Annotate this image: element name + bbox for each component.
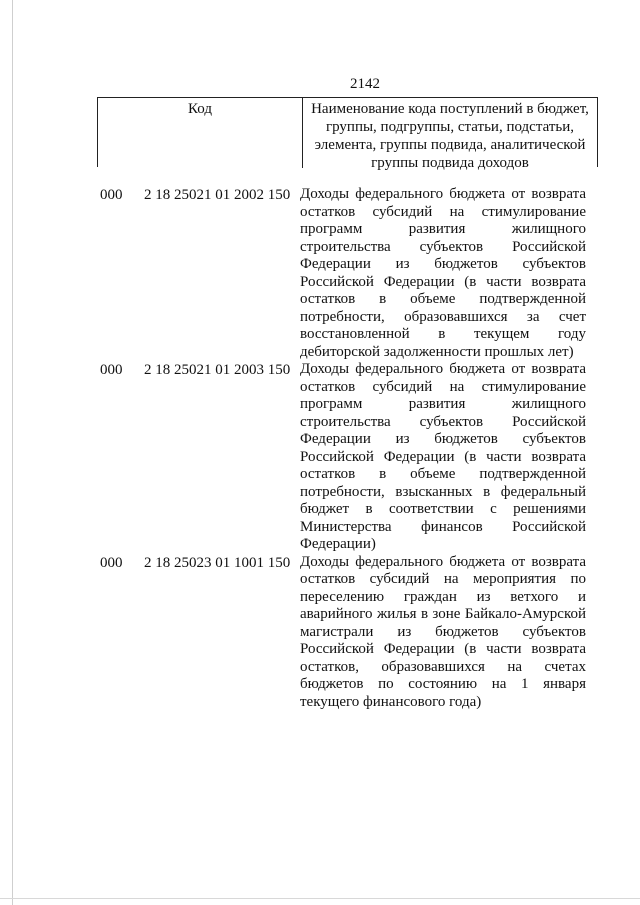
header-name-label: Наименование кода поступлений в бюджет, группы, подгруппы, статьи, подстатьи, элемента, группы подвида, аналитической группы подвида доходов bbox=[311, 101, 589, 171]
page-number: 2142 bbox=[350, 76, 380, 92]
entry-code: 2 18 25021 01 2002 150 bbox=[144, 187, 291, 203]
scan-bottom-line bbox=[0, 898, 640, 899]
header-code-label: Код bbox=[188, 101, 212, 117]
entry-description: Доходы федерального бюджета от возврата остатков субсидий на мероприятия по переселению граждан из ветхого и аварийного жилья в зоне Байкало-Амурской магистрали из бюджетов субъектов Российской Федерации (в части возврата остатков, образовавшихся на счетах бюджетов по состоянию на 1 января текущего финансового года) bbox=[300, 553, 586, 710]
entry-code: 2 18 25021 01 2003 150 bbox=[144, 362, 291, 378]
entry-description: Доходы федерального бюджета от возврата остатков субсидий на стимулирование программ развития жилищного строительства субъектов Российской Федерации из бюджетов субъектов Российской Федерации (в части возврата остатков в объеме подтвержденной потребности, образовавшихся за счет восстановленной в текущем году дебиторской задолженности прошлых лет) bbox=[300, 186, 586, 360]
list-item bbox=[0, 186, 640, 361]
entry-prefix: 000 bbox=[100, 362, 123, 378]
entry-prefix: 000 bbox=[100, 187, 123, 203]
list-item bbox=[0, 361, 640, 554]
table-header bbox=[97, 97, 598, 171]
entry-code: 2 18 25023 01 1001 150 bbox=[144, 554, 291, 571]
entry-prefix: 000 bbox=[100, 554, 123, 571]
list-item bbox=[0, 554, 640, 712]
entries-list bbox=[0, 186, 640, 711]
entry-description: Доходы федерального бюджета от возврата остатков субсидий на стимулирование программ развития жилищного строительства субъектов Российской Федерации из бюджетов субъектов Российской Федерации (в части возврата остатков в объеме подтвержденной потребности, взысканных в федеральный бюджет в соответствии с решениями Министерства финансов Российской Федерации) bbox=[300, 361, 586, 552]
